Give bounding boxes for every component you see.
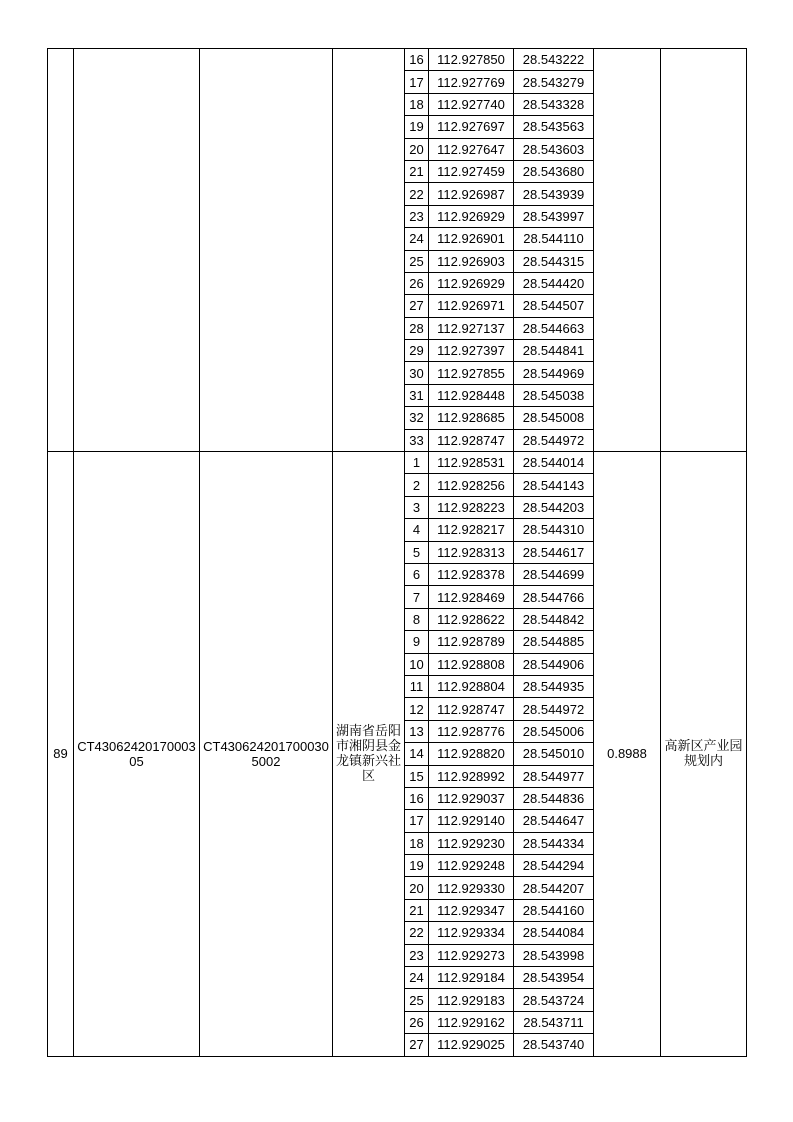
latitude-cell: 28.544507: [514, 295, 594, 317]
latitude-cell: 28.544906: [514, 653, 594, 675]
point-index-cell: 16: [405, 49, 429, 71]
latitude-cell: 28.543563: [514, 116, 594, 138]
latitude-cell: 28.544699: [514, 563, 594, 585]
point-index-cell: 18: [405, 93, 429, 115]
table-body: [48, 49, 747, 1057]
longitude-cell: 112.929037: [429, 787, 514, 809]
point-index-cell: 10: [405, 653, 429, 675]
seq-cell: 89: [48, 452, 74, 1057]
latitude-cell: 28.544935: [514, 675, 594, 697]
longitude-cell: 112.928992: [429, 765, 514, 787]
longitude-cell: 112.928804: [429, 675, 514, 697]
longitude-cell: 112.928217: [429, 519, 514, 541]
longitude-cell: 112.928256: [429, 474, 514, 496]
point-index-cell: 24: [405, 967, 429, 989]
longitude-cell: 112.928448: [429, 384, 514, 406]
area-cell: [594, 49, 661, 452]
latitude-cell: 28.544315: [514, 250, 594, 272]
latitude-cell: 28.544084: [514, 922, 594, 944]
longitude-cell: 112.929184: [429, 967, 514, 989]
longitude-cell: 112.929025: [429, 1034, 514, 1056]
code-a-cell: CT43062420170003 05: [74, 452, 200, 1057]
latitude-cell: 28.544203: [514, 496, 594, 518]
point-index-cell: 21: [405, 160, 429, 182]
point-index-cell: 23: [405, 205, 429, 227]
latitude-cell: 28.543939: [514, 183, 594, 205]
latitude-cell: 28.543997: [514, 205, 594, 227]
seq-cell: [48, 49, 74, 452]
latitude-cell: 28.545038: [514, 384, 594, 406]
longitude-cell: 112.926903: [429, 250, 514, 272]
point-index-cell: 29: [405, 340, 429, 362]
latitude-cell: 28.544110: [514, 228, 594, 250]
latitude-cell: 28.543740: [514, 1034, 594, 1056]
longitude-cell: 112.927855: [429, 362, 514, 384]
latitude-cell: 28.545006: [514, 720, 594, 742]
note-cell: 高新区产业园规划内: [661, 452, 747, 1057]
point-index-cell: 26: [405, 272, 429, 294]
latitude-cell: 28.543603: [514, 138, 594, 160]
longitude-cell: 112.927697: [429, 116, 514, 138]
latitude-cell: 28.545008: [514, 407, 594, 429]
point-index-cell: 25: [405, 989, 429, 1011]
latitude-cell: 28.543680: [514, 160, 594, 182]
point-index-cell: 15: [405, 765, 429, 787]
point-index-cell: 32: [405, 407, 429, 429]
table-row: [48, 49, 747, 71]
longitude-cell: 112.929230: [429, 832, 514, 854]
latitude-cell: 28.543724: [514, 989, 594, 1011]
point-index-cell: 26: [405, 1011, 429, 1033]
code-b-cell: CT430624201700030 5002: [200, 452, 333, 1057]
latitude-cell: 28.544014: [514, 452, 594, 474]
longitude-cell: 112.929183: [429, 989, 514, 1011]
latitude-cell: 28.543711: [514, 1011, 594, 1033]
point-index-cell: 20: [405, 877, 429, 899]
point-index-cell: 19: [405, 855, 429, 877]
longitude-cell: 112.927850: [429, 49, 514, 71]
table-row: [48, 452, 747, 474]
longitude-cell: 112.928378: [429, 563, 514, 585]
latitude-cell: 28.544420: [514, 272, 594, 294]
longitude-cell: 112.927647: [429, 138, 514, 160]
point-index-cell: 17: [405, 71, 429, 93]
longitude-cell: 112.928685: [429, 407, 514, 429]
latitude-cell: 28.544143: [514, 474, 594, 496]
point-index-cell: 1: [405, 452, 429, 474]
point-index-cell: 23: [405, 944, 429, 966]
longitude-cell: 112.928313: [429, 541, 514, 563]
latitude-cell: 28.544841: [514, 340, 594, 362]
point-index-cell: 27: [405, 1034, 429, 1056]
longitude-cell: 112.928622: [429, 608, 514, 630]
point-index-cell: 25: [405, 250, 429, 272]
point-index-cell: 30: [405, 362, 429, 384]
latitude-cell: 28.544885: [514, 631, 594, 653]
point-index-cell: 33: [405, 429, 429, 451]
point-index-cell: 4: [405, 519, 429, 541]
location-cell: 湖南省岳阳市湘阴县金龙镇新兴社区: [333, 452, 405, 1057]
longitude-cell: 112.929347: [429, 899, 514, 921]
point-index-cell: 12: [405, 698, 429, 720]
point-index-cell: 17: [405, 810, 429, 832]
point-index-cell: 18: [405, 832, 429, 854]
latitude-cell: 28.544836: [514, 787, 594, 809]
latitude-cell: 28.544310: [514, 519, 594, 541]
latitude-cell: 28.544647: [514, 810, 594, 832]
latitude-cell: 28.544294: [514, 855, 594, 877]
longitude-cell: 112.929330: [429, 877, 514, 899]
latitude-cell: 28.544766: [514, 586, 594, 608]
latitude-cell: 28.544663: [514, 317, 594, 339]
point-index-cell: 7: [405, 586, 429, 608]
longitude-cell: 112.926987: [429, 183, 514, 205]
latitude-cell: 28.543222: [514, 49, 594, 71]
latitude-cell: 28.543954: [514, 967, 594, 989]
point-index-cell: 14: [405, 743, 429, 765]
longitude-cell: 112.926929: [429, 272, 514, 294]
latitude-cell: 28.544334: [514, 832, 594, 854]
longitude-cell: 112.929334: [429, 922, 514, 944]
location-cell: [333, 49, 405, 452]
latitude-cell: 28.544617: [514, 541, 594, 563]
longitude-cell: 112.928747: [429, 698, 514, 720]
longitude-cell: 112.928223: [429, 496, 514, 518]
point-index-cell: 6: [405, 563, 429, 585]
code-b-cell: [200, 49, 333, 452]
latitude-cell: 28.544207: [514, 877, 594, 899]
latitude-cell: 28.544972: [514, 429, 594, 451]
latitude-cell: 28.544969: [514, 362, 594, 384]
longitude-cell: 112.927769: [429, 71, 514, 93]
latitude-cell: 28.544842: [514, 608, 594, 630]
longitude-cell: 112.929162: [429, 1011, 514, 1033]
latitude-cell: 28.544977: [514, 765, 594, 787]
point-index-cell: 3: [405, 496, 429, 518]
latitude-cell: 28.544972: [514, 698, 594, 720]
point-index-cell: 31: [405, 384, 429, 406]
point-index-cell: 5: [405, 541, 429, 563]
longitude-cell: 112.928789: [429, 631, 514, 653]
longitude-cell: 112.928776: [429, 720, 514, 742]
point-index-cell: 28: [405, 317, 429, 339]
longitude-cell: 112.928531: [429, 452, 514, 474]
longitude-cell: 112.928469: [429, 586, 514, 608]
point-index-cell: 21: [405, 899, 429, 921]
point-index-cell: 13: [405, 720, 429, 742]
longitude-cell: 112.928747: [429, 429, 514, 451]
latitude-cell: 28.545010: [514, 743, 594, 765]
longitude-cell: 112.926901: [429, 228, 514, 250]
longitude-cell: 112.929273: [429, 944, 514, 966]
note-cell: [661, 49, 747, 452]
area-cell: 0.8988: [594, 452, 661, 1057]
coordinate-table: [47, 48, 747, 1057]
longitude-cell: 112.927459: [429, 160, 514, 182]
point-index-cell: 11: [405, 675, 429, 697]
point-index-cell: 22: [405, 183, 429, 205]
latitude-cell: 28.544160: [514, 899, 594, 921]
point-index-cell: 22: [405, 922, 429, 944]
longitude-cell: 112.929248: [429, 855, 514, 877]
point-index-cell: 9: [405, 631, 429, 653]
point-index-cell: 20: [405, 138, 429, 160]
point-index-cell: 27: [405, 295, 429, 317]
latitude-cell: 28.543998: [514, 944, 594, 966]
longitude-cell: 112.927740: [429, 93, 514, 115]
point-index-cell: 8: [405, 608, 429, 630]
point-index-cell: 2: [405, 474, 429, 496]
longitude-cell: 112.929140: [429, 810, 514, 832]
longitude-cell: 112.927397: [429, 340, 514, 362]
longitude-cell: 112.928808: [429, 653, 514, 675]
point-index-cell: 16: [405, 787, 429, 809]
latitude-cell: 28.543279: [514, 71, 594, 93]
point-index-cell: 24: [405, 228, 429, 250]
longitude-cell: 112.928820: [429, 743, 514, 765]
code-a-cell: [74, 49, 200, 452]
latitude-cell: 28.543328: [514, 93, 594, 115]
longitude-cell: 112.926929: [429, 205, 514, 227]
longitude-cell: 112.927137: [429, 317, 514, 339]
point-index-cell: 19: [405, 116, 429, 138]
longitude-cell: 112.926971: [429, 295, 514, 317]
